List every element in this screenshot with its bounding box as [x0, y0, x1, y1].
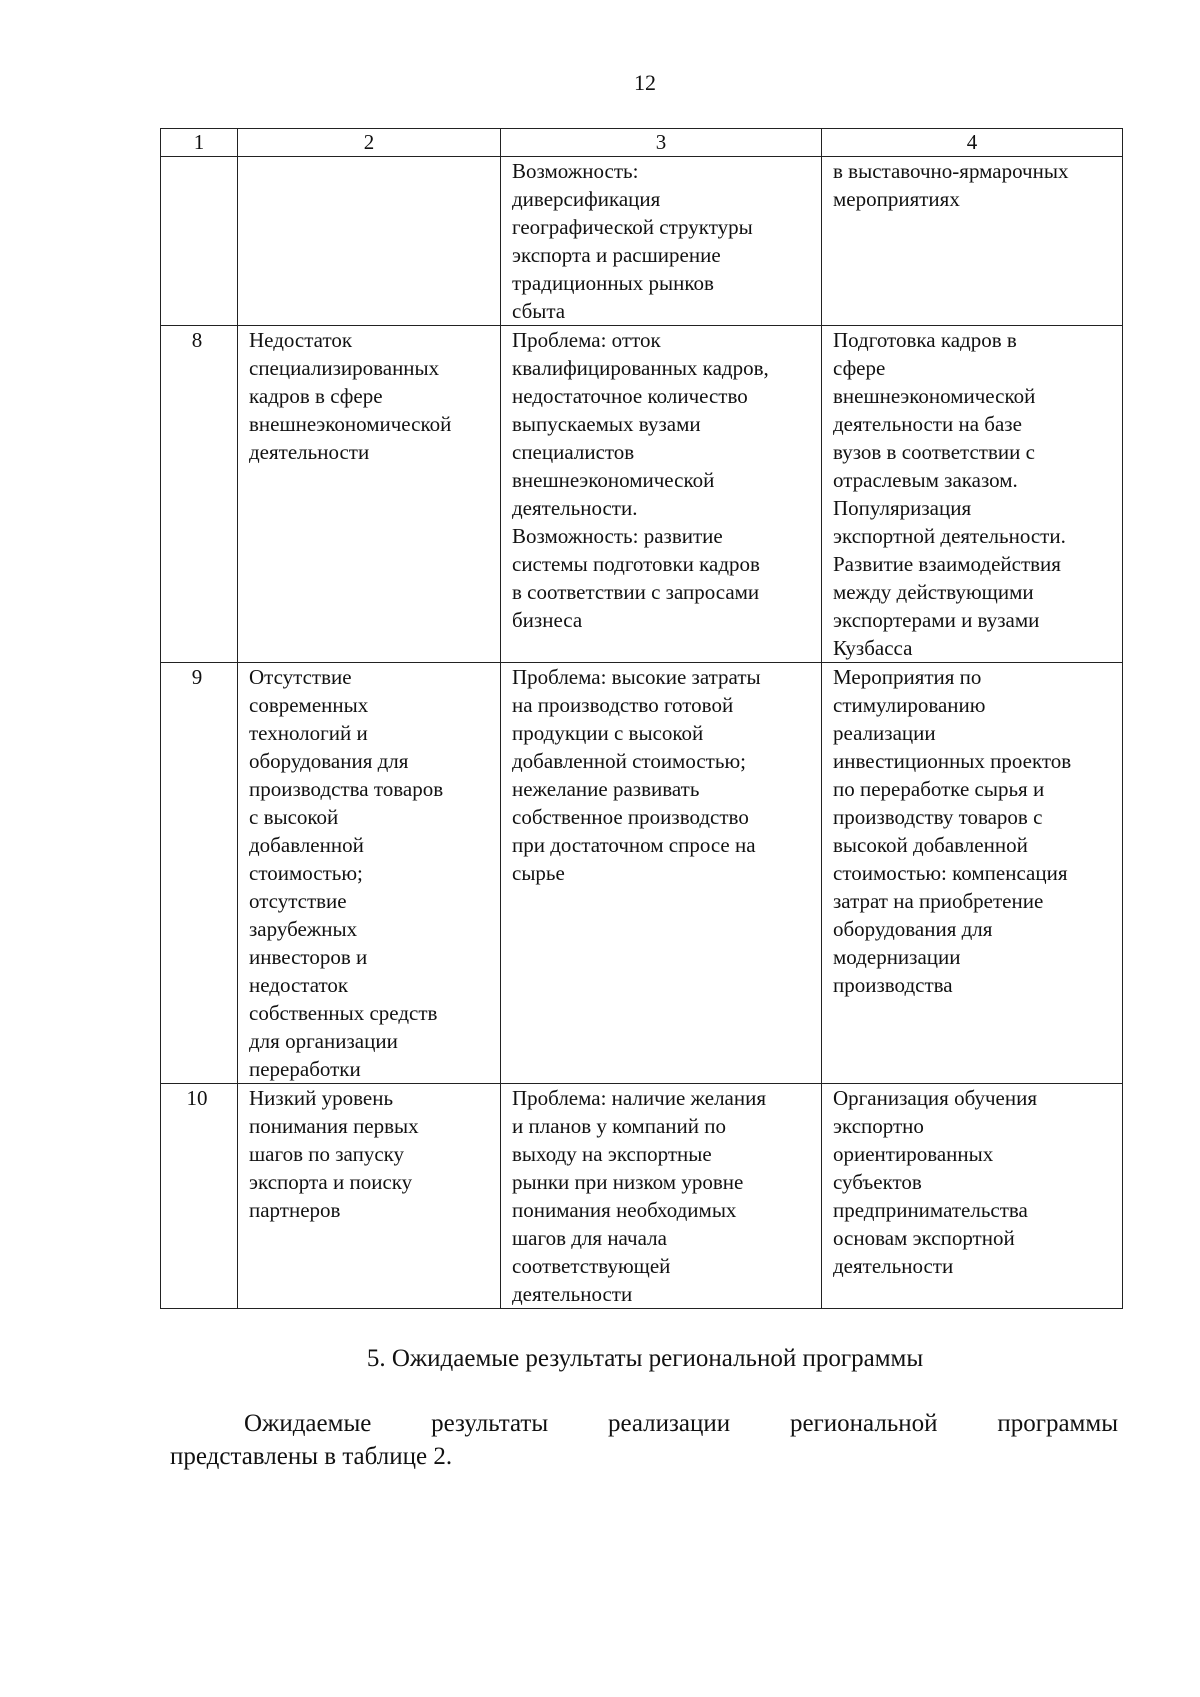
analysis-text: Проблема: высокие затраты на производство готовой продукции с высокой добавленной стоимостью; нежелание развивать собственное производство при достаточном спросе на сырье [512, 665, 761, 885]
analysis-cell [501, 157, 822, 326]
issue-text: Отсутствие современных технологий и оборудования для производства товаров с высокой добавленной стоимостью; отсутствие зарубежных инвесторов и недостаток собственных средств для организации переработки [249, 665, 444, 1081]
analysis-text: Проблема: отток квалифицированных кадров, недостаточное количество выпускаемых вузами специалистов внешнеэкономической деятельности. Возможность: развитие системы подготовки кадров в соответствии с запросами бизнеса [512, 328, 769, 632]
measures-text: в выставочно-ярмарочных мероприятиях [833, 159, 1069, 211]
table-row [161, 663, 1123, 1084]
table-header-row [161, 129, 1123, 157]
measures-text: Мероприятия по стимулированию реализации инвестиционных проектов по переработке сырья и производству товаров с высокой добавленной стоимостью: компенсация затрат на приобретение оборудования для модернизации производства [833, 665, 1072, 997]
analysis-cell [501, 1084, 822, 1309]
column-number-4: 4 [822, 129, 1123, 157]
column-number-2: 2 [238, 129, 501, 157]
section-heading: 5. Ожидаемые результаты региональной программы [366, 1345, 924, 1372]
table-row [161, 326, 1123, 663]
analysis-text: Проблема: наличие желания и планов у компаний по выходу на экспортные рынки при низком уровне понимания необходимых шагов для начала соответствующей деятельности [512, 1086, 766, 1306]
measures-cell [822, 326, 1123, 663]
row-number-cell: 9 [161, 663, 238, 1084]
issue-text: Недостаток специализированных кадров в сфере внешнеэкономической деятельности [249, 328, 452, 464]
column-number-1: 1 [161, 129, 238, 157]
row-number-cell: 8 [161, 326, 238, 663]
issue-cell [238, 663, 501, 1084]
page-number: 12 [634, 70, 656, 95]
column-number-3: 3 [501, 129, 822, 157]
issue-cell [238, 326, 501, 663]
measures-text: Организация обучения экспортно ориентированных субъектов предпринимательства основам экспортной деятельности [833, 1086, 1037, 1278]
measures-cell [822, 157, 1123, 326]
analysis-text: Возможность: диверсификация географической структуры экспорта и расширение традиционных рынков сбыта [512, 159, 753, 323]
measures-table [160, 128, 1123, 1309]
row-number-cell [161, 157, 238, 326]
paragraph-line-1: Ожидаемые результаты реализации региональной программы [244, 1410, 1118, 1437]
measures-text: Подготовка кадров в сфере внешнеэкономической деятельности на базе вузов в соответствии с отраслевым заказом. Популяризация экспортной деятельности. Развитие взаимодействия между действующими экспортерами и вузами Кузбасса [833, 328, 1066, 660]
analysis-cell [501, 326, 822, 663]
table-row [161, 157, 1123, 326]
paragraph-line-2: представлены в таблице 2. [170, 1443, 453, 1470]
issue-cell [238, 1084, 501, 1309]
table-row [161, 1084, 1123, 1309]
issue-text: Низкий уровень понимания первых шагов по запуску экспорта и поиску партнеров [249, 1086, 419, 1222]
analysis-cell [501, 663, 822, 1084]
measures-cell [822, 1084, 1123, 1309]
measures-cell [822, 663, 1123, 1084]
row-number-cell: 10 [161, 1084, 238, 1309]
body-paragraph [170, 1407, 1118, 1473]
issue-cell [238, 157, 501, 326]
